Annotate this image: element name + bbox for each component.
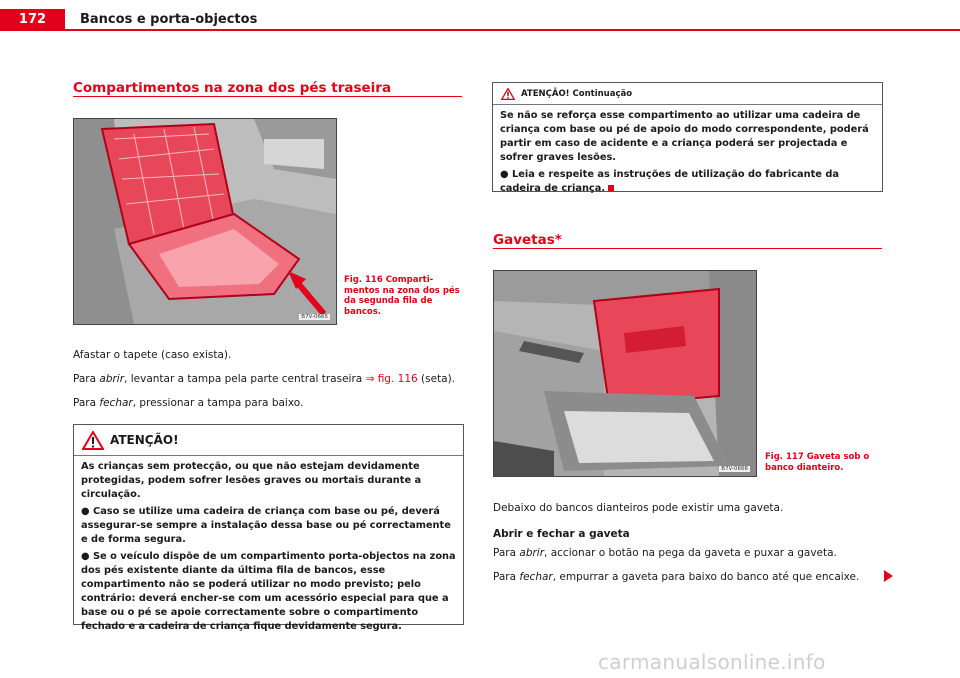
end-square-icon (608, 185, 614, 191)
continue-arrow-icon (884, 570, 893, 582)
figure-code: B7V-0666 (721, 466, 748, 472)
bullet-icon: ● (500, 169, 509, 180)
watermark: carmanualsonline.info (598, 650, 826, 674)
bullet-text: Leia e respeite as instruções de utilização do fabricante da cadeira de criança. (500, 169, 839, 194)
header-rule (0, 29, 960, 31)
subheading: Abrir e fechar a gaveta (493, 528, 630, 540)
figure-code: B7V-0665 (301, 314, 328, 320)
emphasis: fechar (99, 397, 133, 409)
section-title-footwell: Compartimentos na zona dos pés traseira (73, 80, 392, 96)
text-span: , pressionar a tampa para baixo. (132, 397, 304, 409)
warning-continued-box (492, 82, 883, 192)
footwell-illustration (74, 119, 336, 324)
paragraph-close (493, 570, 859, 584)
paragraph-open (73, 372, 455, 386)
warning-bullet (81, 505, 456, 547)
bullet-icon: ● (81, 506, 90, 517)
text-span: Para (493, 547, 520, 559)
emphasis: abrir (99, 373, 125, 385)
warning-continued-title: ATENÇÃO! Continuação (521, 88, 633, 99)
paragraph-open (493, 546, 837, 560)
bullet-text: Se o veículo dispõe de um compartimento porta-objectos na zona dos pés existente diante da última fila de bancos, esse compartimento não se poderá utilizar no modo previsto; pelo contrário: deverá encher-se com um acessório especial para que a base ou o pé se apoie correctamente sobre o compartimento fechado e a cadeira de criança fique devidamente segura. (81, 551, 456, 632)
section-title-drawers: Gavetas* (493, 232, 562, 248)
text-span: , empurrar a gaveta para baixo do banco até que encaixe. (552, 571, 860, 583)
warning-triangle-icon (501, 88, 515, 100)
section-rule-left (73, 96, 462, 97)
figure-117-caption: Fig. 117 Gaveta sob o banco dianteiro. (765, 452, 870, 473)
paragraph: Debaixo do bancos dianteiros pode existir uma gaveta. (493, 502, 784, 514)
warning-intro: As crianças sem protecção, ou que não estejam devidamente protegidas, podem sofrer lesões graves ou mortais durante a circulação. (81, 461, 422, 500)
warning-bullet (500, 168, 875, 196)
bullet-text: Caso se utilize uma cadeira de criança com base ou pé, deverá assegurar-se sempre a instalação dessa base ou pé correctamente e de forma segura. (81, 506, 451, 545)
warning-bullet (81, 550, 456, 634)
warning-title: ATENÇÃO! (110, 433, 179, 447)
warning-continued-body (493, 105, 882, 200)
warning-paragraph: Se não se reforça esse compartimento ao utilizar uma cadeira de criança com base ou pé de apoio do modo correspondente, poderá partir em caso de acidente e a criança poderá ser projectada e sofrer graves lesões. (500, 110, 869, 163)
drawer-illustration (494, 271, 756, 476)
section-rule-right (493, 248, 882, 249)
warning-header (74, 425, 463, 456)
figure-116-caption: Fig. 116 Comparti- mentos na zona dos pés da segunda fila de bancos. (344, 275, 460, 317)
text-span: , levantar a tampa pela parte central traseira (124, 373, 366, 385)
warning-continued-header (493, 83, 882, 105)
emphasis: fechar (519, 571, 553, 583)
text-span: Para (73, 373, 100, 385)
text-span: Para (73, 397, 100, 409)
figure-116 (73, 118, 337, 325)
bullet-icon: ● (81, 551, 90, 562)
page-title: Bancos e porta-objectos (80, 12, 258, 27)
text-span: Para (493, 571, 520, 583)
figure-117 (493, 270, 757, 477)
text-span: , accionar o botão na pega da gaveta e puxar a gaveta. (544, 547, 837, 559)
text-span: (seta). (417, 373, 456, 385)
figure-reference-link[interactable]: ⇒ fig. 116 (365, 373, 418, 385)
paragraph-close (73, 396, 303, 410)
paragraph: Afastar o tapete (caso exista). (73, 349, 232, 361)
page-number: 172 (0, 9, 65, 30)
warning-body (74, 456, 463, 638)
emphasis: abrir (519, 547, 545, 559)
warning-triangle-icon (82, 431, 104, 450)
warning-box (73, 424, 464, 632)
